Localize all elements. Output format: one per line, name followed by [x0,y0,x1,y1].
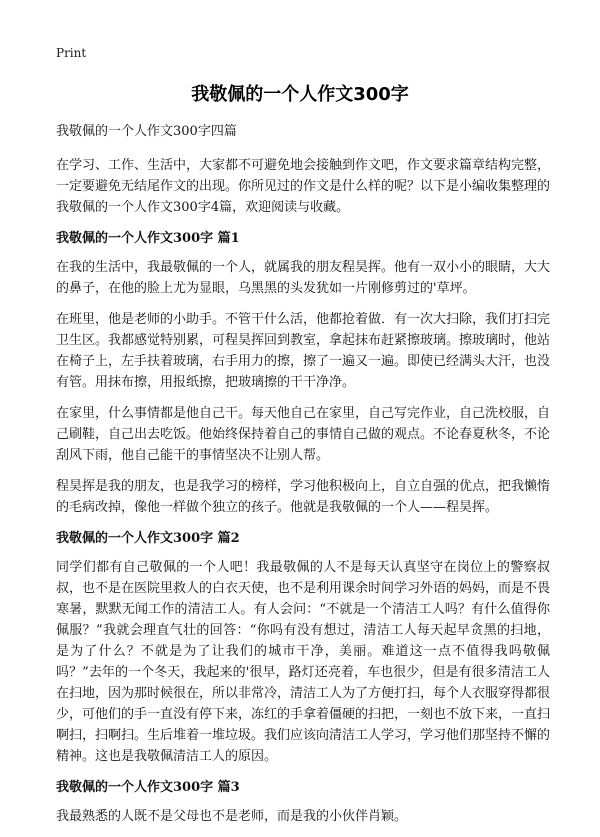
section-heading-1: 我敬佩的一个人作文300字 篇1 [56,231,240,246]
section-1-paragraph-2: 在班里，他是老师的小助手。不管干什么活，他都抢着做．有一次大扫除，我们打扫完卫生区。我都感觉特别累，可程昊挥回到教室，拿起抹布赶紧擦玻璃。擦玻璃时，他站在椅子上，左手扶着玻璃，右手用力的擦，擦了一遍又一遍。即使已经满头大汗，也没有管。用抹布擦，用报纸擦，把玻璃擦的干干净净。 [56,312,551,390]
section-3-paragraph-1: 我最熟悉的人既不是父母也不是老师，而是我的小伙伴肖颖。 [56,809,408,824]
print-label[interactable]: Print [56,46,87,60]
section-1-paragraph-1: 在我的生活中，我最敬佩的一个人，就属我的朋友程昊挥。他有一双小小的眼睛，大大的鼻子，在他的脸上尤为显眼，乌黑黑的头发犹如一片刚修剪过的'草坪。 [56,260,551,296]
section-1-paragraph-4: 程昊挥是我的朋友，也是我学习的榜样，学习他积极向上，自立自强的优点，把我懒惰的毛病改掉，像他一样做个独立的孩子。他就是我敬佩的一个人——程昊挥。 [56,479,551,515]
section-heading-2: 我敬佩的一个人作文300字 篇2 [56,531,240,546]
article-body [56,121,550,837]
intro-paragraph: 在学习、工作、生活中，大家都不可避免地会接触到作文吧，作文要求篇章结构完整，一定要避免无结尾作文的出现。你所见过的作文是什么样的呢？以下是小编收集整理的我敬佩的一个人作文300字4篇，欢迎阅读与收藏。 [56,158,551,215]
page-title: 我敬佩的一个人作文300字 [191,84,409,105]
section-heading-3: 我敬佩的一个人作文300字 篇3 [56,780,240,795]
article-subtitle: 我敬佩的一个人作文300字四篇 [56,124,237,139]
section-2-paragraph-1: 同学们都有自己敬佩的一个人吧！我最敬佩的人不是每天认真坚守在岗位上的警察叔叔，也不是在医院里救人的白衣天使，也不是利用课余时间学习外语的妈妈，而是不畏寒暑，默默无闻工作的清洁工人。有人会问：“不就是一个清洁工人吗？有什么值得你佩服？”我就会理直气壮的回答：“你吗有没有想过，清洁工人每天起早贪黑的扫地，是为了什么？不就是为了让我们的城市干净，美丽。难道这一点不值得我吗敬佩吗？”去年的一个冬天，我起来的'很早，路灯还亮着，车也很少，但是有很多清洁工人在扫地，因为那时候很在，所以非常冷，清洁工人为了方便打扫，每个人衣服穿得都很少，可他们的手一直没有停下来，冻红的手拿着僵硬的扫把，一刻也不放下来，一直扫啊扫，扫啊扫。生后堆着一堆垃圾。我们应该向清洁工人学习，学习他们那坚持不懈的精神。这也是我敬佩清洁工人的原因。 [56,560,551,764]
section-1-paragraph-3: 在家里，什么事情都是他自己干。每天他自己在家里，自己写完作业，自己洗校服，自己刷鞋，自己出去吃饭。他始终保持着自己的事情自己做的观点。不论春夏秋冬，不论刮风下雨，他自己能干的事情坚决不让别人帮。 [56,406,551,463]
